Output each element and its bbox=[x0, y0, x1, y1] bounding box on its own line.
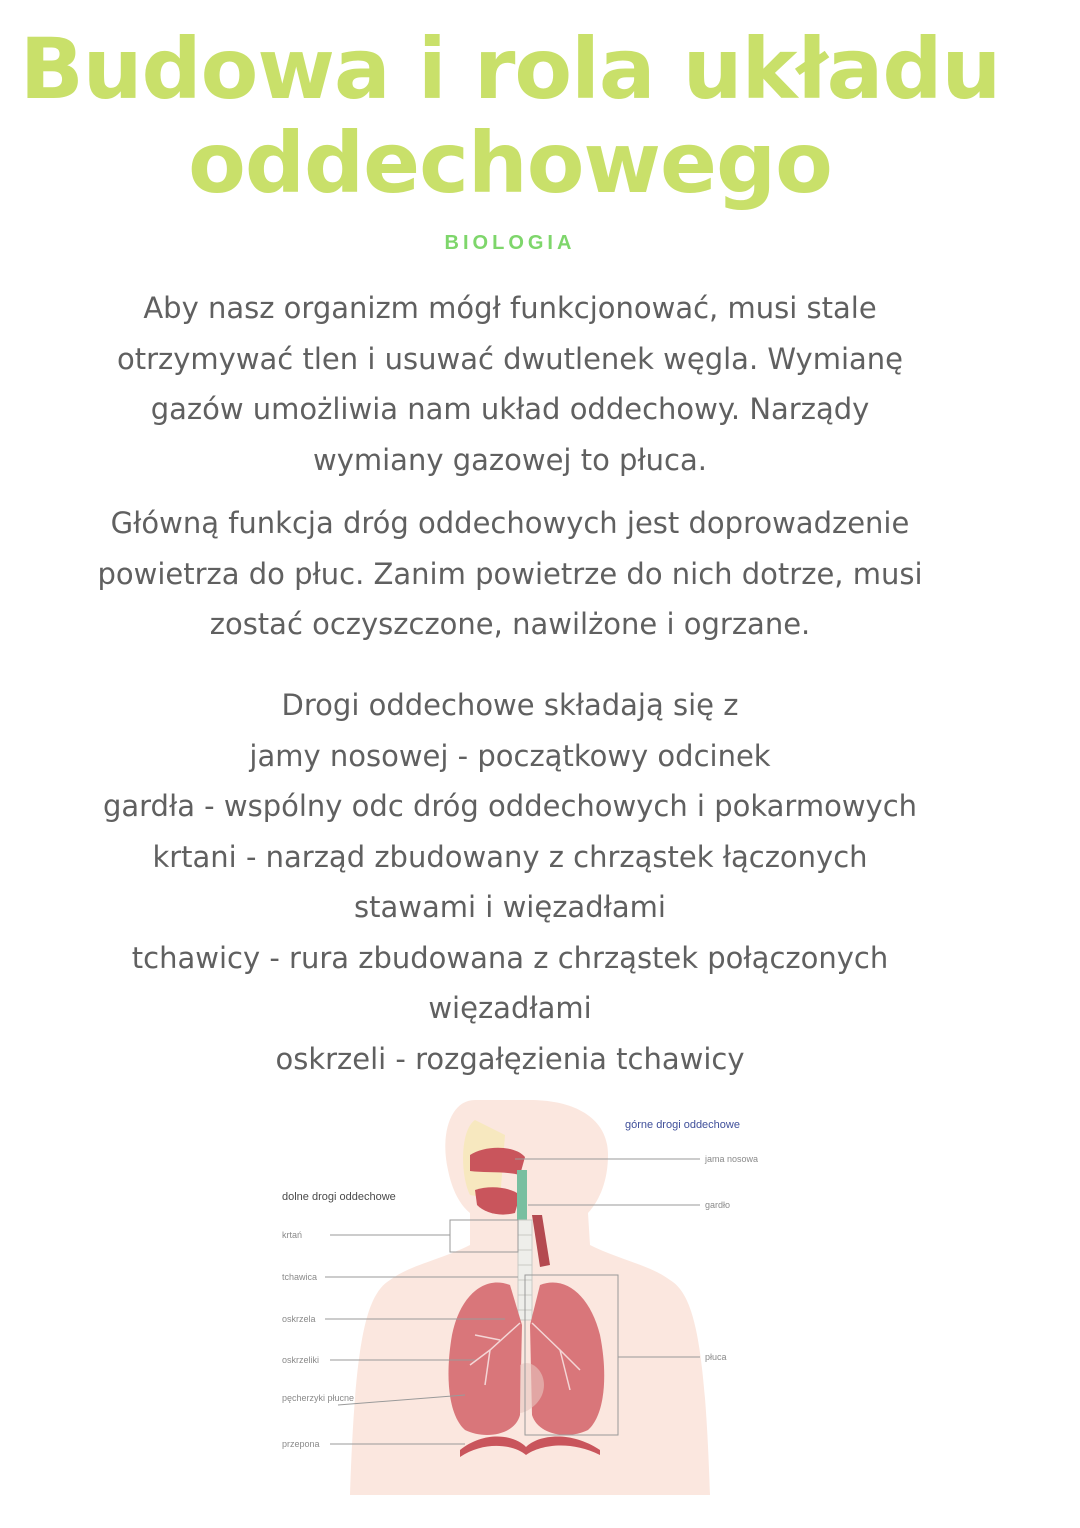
text-line: powietrza do płuc. Zanim powietrze do nich dotrze, musi bbox=[97, 556, 923, 591]
text-line: otrzymywać tlen i usuwać dwutlenek węgla. Wymianę bbox=[116, 341, 904, 376]
text-line: zostać oczyszczone, nawilżone i ogrzane. bbox=[209, 607, 811, 641]
text-line: wymiany gazowej to płuca. bbox=[313, 442, 707, 477]
text-line: Aby nasz organizm mógł funkcjonować, musi stale bbox=[143, 291, 877, 325]
title-line-1: Budowa i rola układu bbox=[19, 20, 1001, 118]
airways-list bbox=[80, 680, 940, 1084]
function-paragraph bbox=[80, 498, 940, 650]
text-line: krtani - narząd zbudowany z chrząstek łączonych bbox=[152, 839, 868, 874]
label-larynx: krtań bbox=[282, 1230, 303, 1240]
label-bronchioles: oskrzeliki bbox=[282, 1355, 320, 1365]
lower-airways-heading: dolne drogi oddechowe bbox=[282, 1191, 396, 1203]
label-alveoli: pęcherzyki płucne bbox=[282, 1393, 355, 1403]
page-title bbox=[0, 22, 1020, 210]
respiratory-system-diagram bbox=[270, 1095, 790, 1495]
upper-airways-heading: górne drogi oddechowe bbox=[625, 1119, 740, 1131]
label-diaphragm: przepona bbox=[282, 1439, 320, 1449]
intro-paragraph bbox=[80, 283, 940, 485]
text-line: więzadłami bbox=[428, 991, 592, 1025]
text-line: jamy nosowej - początkowy odcinek bbox=[249, 738, 771, 773]
text-line: oskrzeli - rozgałęzienia tchawicy bbox=[275, 1041, 745, 1076]
text-line: Drogi oddechowe składają się z bbox=[281, 688, 739, 722]
label-pharynx: gardło bbox=[705, 1200, 731, 1210]
pharynx-shape bbox=[517, 1170, 527, 1220]
text-line: Główną funkcja dróg oddechowych jest doprowadzenie bbox=[110, 506, 910, 540]
text-line: tchawicy - rura zbudowana z chrząstek połączonych bbox=[131, 940, 889, 975]
text-line: gazów umożliwia nam układ oddechowy. Narządy bbox=[150, 392, 870, 426]
subject-label: BIOLOGIA bbox=[444, 232, 576, 254]
text-line: gardła - wspólny odc dróg oddechowych i pokarmowych bbox=[102, 789, 918, 823]
label-bronchi: oskrzela bbox=[282, 1314, 316, 1324]
title-line-2: oddechowego bbox=[188, 114, 832, 212]
label-lungs: płuca bbox=[705, 1352, 727, 1362]
label-nasal-cavity: jama nosowa bbox=[705, 1154, 759, 1164]
nasal-cavity-shape bbox=[470, 1148, 525, 1175]
label-trachea: tchawica bbox=[282, 1272, 318, 1282]
text-line: stawami i więzadłami bbox=[354, 890, 666, 924]
